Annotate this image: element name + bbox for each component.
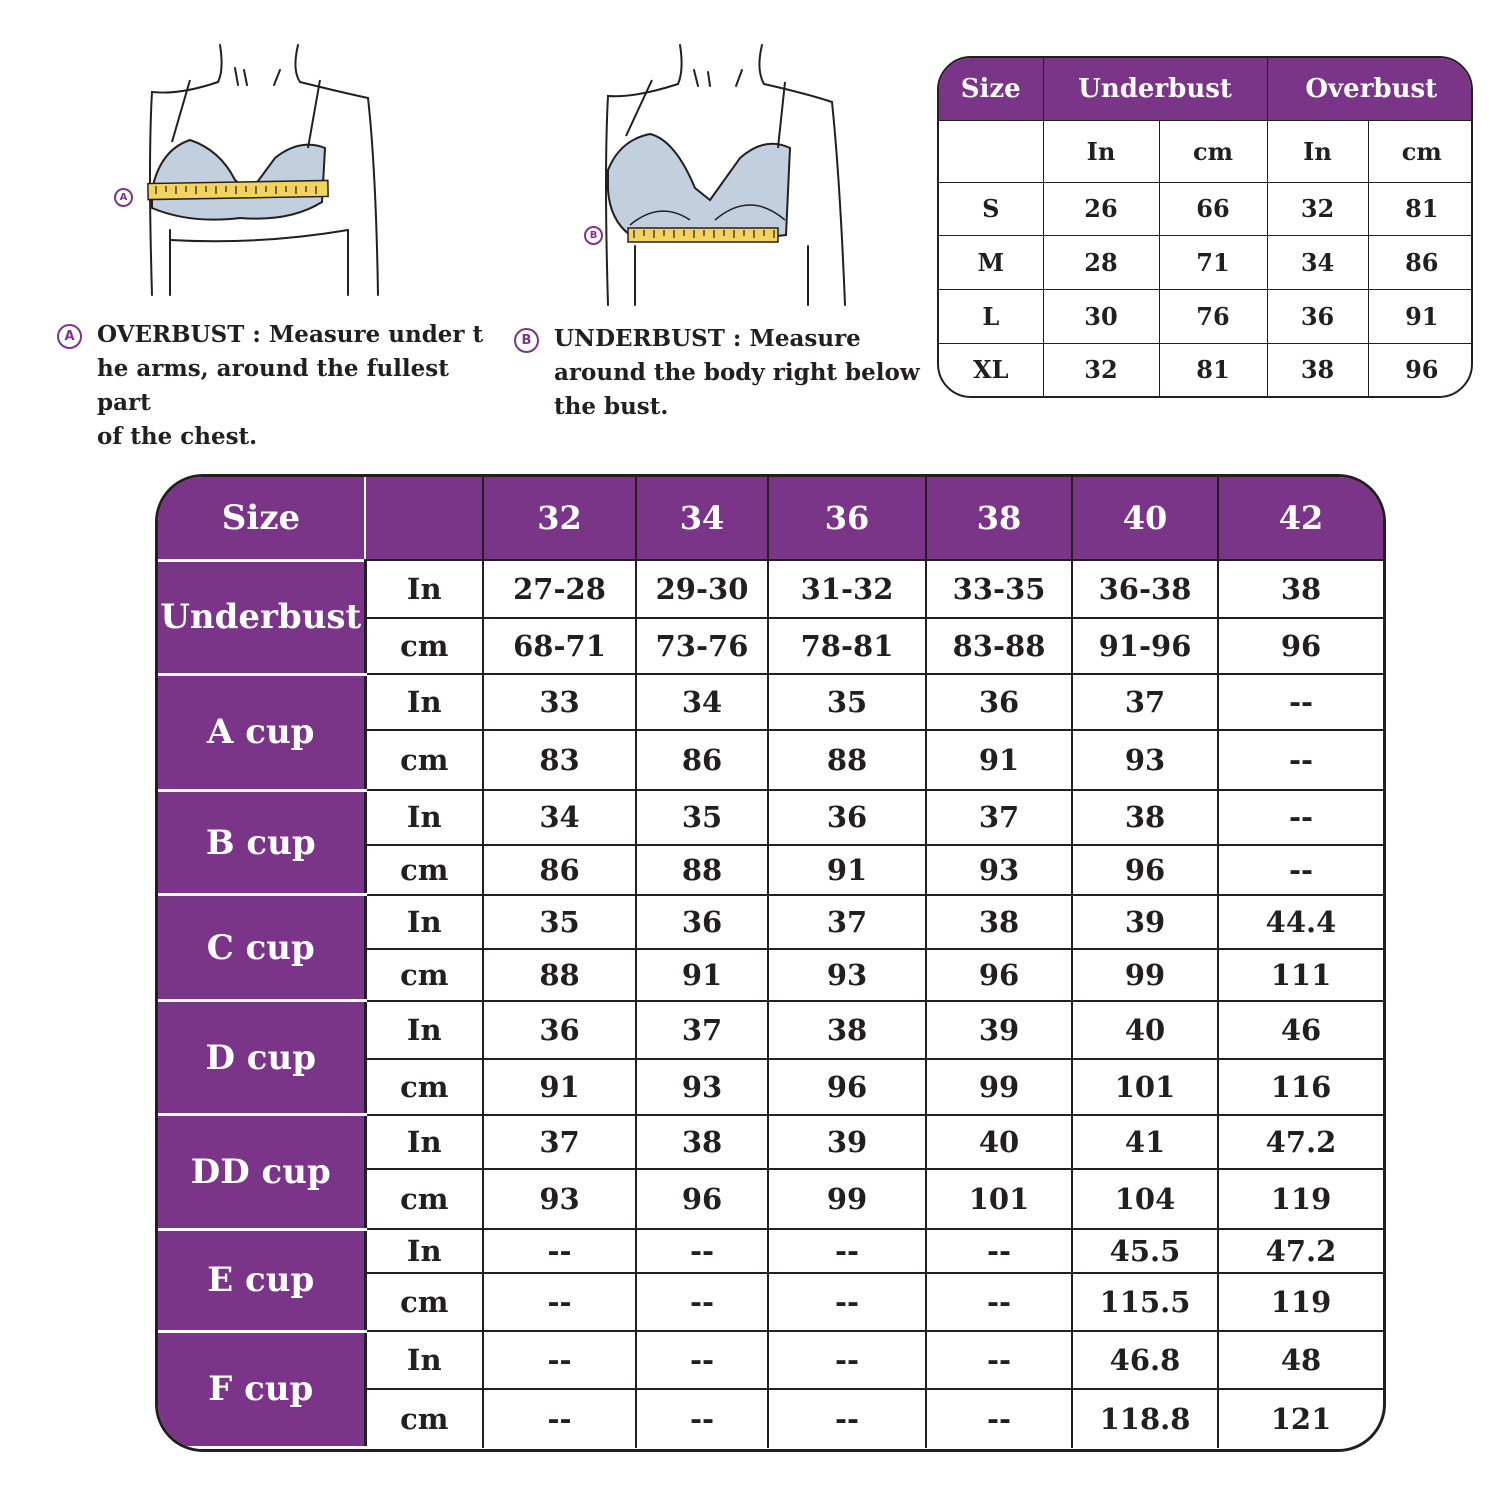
overbust-caption-line: he arms, around the fullest part xyxy=(97,355,449,416)
table-cell: 28 xyxy=(1043,236,1159,290)
underbust-caption-line: around the body right below xyxy=(554,359,920,386)
table-cell: 36 xyxy=(926,674,1072,730)
table-cell: -- xyxy=(483,1273,636,1331)
table-cell: 38 xyxy=(1218,560,1383,618)
table-cell: -- xyxy=(926,1331,1072,1389)
table-cell: 41 xyxy=(1072,1115,1218,1169)
row-group-label: F cup xyxy=(158,1331,365,1447)
table-cell: -- xyxy=(483,1229,636,1273)
table-row xyxy=(158,1331,1383,1389)
table-cell: 32 xyxy=(1267,182,1368,236)
underbust-caption-line: the bust. xyxy=(554,393,669,420)
table-cell: 99 xyxy=(926,1059,1072,1115)
table-cell: -- xyxy=(636,1229,768,1273)
size-cell: M xyxy=(939,236,1043,290)
table-cell: 36 xyxy=(768,790,926,844)
table-cell: 99 xyxy=(768,1169,926,1229)
header-size-42: 42 xyxy=(1218,477,1383,560)
table-cell: 118.8 xyxy=(1072,1389,1218,1447)
row-group-label: E cup xyxy=(158,1229,365,1331)
table-cell: 38 xyxy=(1267,343,1368,396)
overbust-illustration xyxy=(140,40,390,300)
size-chart-small xyxy=(937,56,1473,398)
table-cell: 104 xyxy=(1072,1169,1218,1229)
unit-cell: In xyxy=(1267,120,1368,182)
table-row xyxy=(158,1115,1383,1169)
table-cell xyxy=(939,120,1043,182)
table-cell: -- xyxy=(483,1389,636,1447)
table-cell: 34 xyxy=(1267,236,1368,290)
table-cell: -- xyxy=(926,1389,1072,1447)
table-cell: 76 xyxy=(1159,289,1267,343)
table-cell: 91-96 xyxy=(1072,618,1218,674)
table-cell: 30 xyxy=(1043,289,1159,343)
table-cell: 29-30 xyxy=(636,560,768,618)
table-cell: 36 xyxy=(636,895,768,949)
table-cell: 47.2 xyxy=(1218,1229,1383,1273)
table-cell: 83 xyxy=(483,730,636,790)
unit-cell: In xyxy=(365,1229,483,1273)
table-cell: -- xyxy=(1218,730,1383,790)
table-cell: 101 xyxy=(926,1169,1072,1229)
header-size-34: 34 xyxy=(636,477,768,560)
table-cell: 37 xyxy=(926,790,1072,844)
table-cell: 35 xyxy=(483,895,636,949)
table-cell: 96 xyxy=(926,949,1072,1001)
table-cell: 40 xyxy=(1072,1001,1218,1059)
table-row xyxy=(158,790,1383,844)
table-cell: 93 xyxy=(636,1059,768,1115)
unit-cell: In xyxy=(365,674,483,730)
table-cell: 93 xyxy=(926,845,1072,895)
unit-cell: cm xyxy=(365,845,483,895)
table-cell: 88 xyxy=(483,949,636,1001)
table-cell: 115.5 xyxy=(1072,1273,1218,1331)
table-cell: 39 xyxy=(1072,895,1218,949)
table-cell: -- xyxy=(926,1273,1072,1331)
table-cell: 83-88 xyxy=(926,618,1072,674)
unit-cell: In xyxy=(1043,120,1159,182)
table-cell: 38 xyxy=(768,1001,926,1059)
table-cell: 33-35 xyxy=(926,560,1072,618)
table-cell: 86 xyxy=(1368,236,1473,290)
unit-cell: In xyxy=(365,1115,483,1169)
table-cell: 96 xyxy=(768,1059,926,1115)
table-cell: -- xyxy=(768,1273,926,1331)
header-size: Size xyxy=(939,58,1043,120)
header-size-36: 36 xyxy=(768,477,926,560)
unit-cell: In xyxy=(365,1001,483,1059)
header-size-38: 38 xyxy=(926,477,1072,560)
table-cell: 96 xyxy=(1368,343,1473,396)
row-group-label: DD cup xyxy=(158,1115,365,1229)
table-cell: 96 xyxy=(636,1169,768,1229)
header-underbust: Underbust xyxy=(1043,58,1267,120)
table-cell: 34 xyxy=(483,790,636,844)
unit-cell: In xyxy=(365,560,483,618)
table-cell: 111 xyxy=(1218,949,1383,1001)
unit-cell: cm xyxy=(365,1169,483,1229)
table-cell: -- xyxy=(636,1273,768,1331)
table-cell: 73-76 xyxy=(636,618,768,674)
overbust-marker-icon: A xyxy=(114,188,133,207)
table-cell: -- xyxy=(1218,674,1383,730)
table-cell: 99 xyxy=(1072,949,1218,1001)
header-unit-blank xyxy=(365,477,483,560)
table-cell: 66 xyxy=(1159,182,1267,236)
header-overbust: Overbust xyxy=(1267,58,1473,120)
table-cell: 40 xyxy=(926,1115,1072,1169)
table-cell: 31-32 xyxy=(768,560,926,618)
table-cell: 39 xyxy=(768,1115,926,1169)
row-group-label: A cup xyxy=(158,674,365,790)
table-cell: 37 xyxy=(483,1115,636,1169)
table-cell: 96 xyxy=(1072,845,1218,895)
unit-cell: cm xyxy=(365,730,483,790)
table-cell: 91 xyxy=(1368,289,1473,343)
table-cell: 93 xyxy=(483,1169,636,1229)
table-cell: -- xyxy=(926,1229,1072,1273)
table-cell: 91 xyxy=(926,730,1072,790)
unit-cell: cm xyxy=(365,1273,483,1331)
underbust-caption-marker-icon: B xyxy=(514,328,539,353)
overbust-caption-marker-icon: A xyxy=(57,324,82,349)
table-cell: -- xyxy=(1218,845,1383,895)
table-cell: 48 xyxy=(1218,1331,1383,1389)
table-cell: 38 xyxy=(926,895,1072,949)
table-cell: 36-38 xyxy=(1072,560,1218,618)
table-cell: 37 xyxy=(636,1001,768,1059)
table-cell: 91 xyxy=(768,845,926,895)
underbust-caption xyxy=(521,322,934,424)
table-cell: 86 xyxy=(483,845,636,895)
table-cell: 37 xyxy=(768,895,926,949)
table-row xyxy=(939,289,1473,343)
table-cell: 26 xyxy=(1043,182,1159,236)
unit-cell: In xyxy=(365,790,483,844)
table-cell: 71 xyxy=(1159,236,1267,290)
table-cell: 93 xyxy=(768,949,926,1001)
table-row xyxy=(158,1229,1383,1273)
unit-cell: cm xyxy=(1159,120,1267,182)
row-group-label: B cup xyxy=(158,790,365,894)
unit-cell: cm xyxy=(365,618,483,674)
table-cell: -- xyxy=(768,1389,926,1447)
table-cell: 119 xyxy=(1218,1169,1383,1229)
table-cell: 78-81 xyxy=(768,618,926,674)
table-cell: 81 xyxy=(1159,343,1267,396)
table-cell: -- xyxy=(768,1229,926,1273)
size-cell: XL xyxy=(939,343,1043,396)
row-group-label: C cup xyxy=(158,895,365,1001)
table-cell: 35 xyxy=(636,790,768,844)
unit-cell: cm xyxy=(1368,120,1473,182)
table-row xyxy=(158,1001,1383,1059)
table-cell: -- xyxy=(636,1389,768,1447)
header-size: Size xyxy=(158,477,365,560)
overbust-caption-line: of the chest. xyxy=(97,423,258,450)
table-cell: 91 xyxy=(483,1059,636,1115)
overbust-caption-line: OVERBUST : Measure under t xyxy=(97,321,484,348)
table-cell: 39 xyxy=(926,1001,1072,1059)
unit-cell: cm xyxy=(365,949,483,1001)
table-cell: 47.2 xyxy=(1218,1115,1383,1169)
unit-cell: In xyxy=(365,895,483,949)
row-group-label: Underbust xyxy=(158,560,365,674)
table-cell: 88 xyxy=(768,730,926,790)
table-cell: 91 xyxy=(636,949,768,1001)
table-cell: 38 xyxy=(1072,790,1218,844)
header-size-32: 32 xyxy=(483,477,636,560)
table-row xyxy=(158,895,1383,949)
table-cell: -- xyxy=(1218,790,1383,844)
table-cell: 36 xyxy=(1267,289,1368,343)
table-cell: 116 xyxy=(1218,1059,1383,1115)
table-cell: 46.8 xyxy=(1072,1331,1218,1389)
table-cell: 96 xyxy=(1218,618,1383,674)
table-cell: 36 xyxy=(483,1001,636,1059)
table-cell: 86 xyxy=(636,730,768,790)
underbust-illustration xyxy=(590,40,860,310)
table-cell: 101 xyxy=(1072,1059,1218,1115)
table-row xyxy=(939,182,1473,236)
size-cell: S xyxy=(939,182,1043,236)
size-cell: L xyxy=(939,289,1043,343)
table-cell: 93 xyxy=(1072,730,1218,790)
unit-cell: cm xyxy=(365,1059,483,1115)
unit-cell: In xyxy=(365,1331,483,1389)
row-group-label: D cup xyxy=(158,1001,365,1115)
table-cell: -- xyxy=(483,1331,636,1389)
table-row xyxy=(158,560,1383,618)
table-cell: 68-71 xyxy=(483,618,636,674)
table-row xyxy=(939,343,1473,396)
table-cell: 32 xyxy=(1043,343,1159,396)
table-cell: 33 xyxy=(483,674,636,730)
header-size-40: 40 xyxy=(1072,477,1218,560)
overbust-caption xyxy=(64,318,497,454)
cup-size-chart xyxy=(155,474,1386,1452)
table-cell: 119 xyxy=(1218,1273,1383,1331)
table-cell: 88 xyxy=(636,845,768,895)
table-cell: 34 xyxy=(636,674,768,730)
unit-cell: cm xyxy=(365,1389,483,1447)
table-cell: 38 xyxy=(636,1115,768,1169)
underbust-marker-icon: B xyxy=(584,226,603,245)
underbust-caption-line: UNDERBUST : Measure xyxy=(554,325,861,352)
table-cell: 27-28 xyxy=(483,560,636,618)
table-cell: -- xyxy=(768,1331,926,1389)
table-row xyxy=(939,236,1473,290)
table-cell: 121 xyxy=(1218,1389,1383,1447)
table-cell: 46 xyxy=(1218,1001,1383,1059)
table-cell: 45.5 xyxy=(1072,1229,1218,1273)
table-cell: -- xyxy=(636,1331,768,1389)
table-cell: 44.4 xyxy=(1218,895,1383,949)
table-cell: 81 xyxy=(1368,182,1473,236)
table-cell: 35 xyxy=(768,674,926,730)
table-cell: 37 xyxy=(1072,674,1218,730)
table-row xyxy=(158,674,1383,730)
